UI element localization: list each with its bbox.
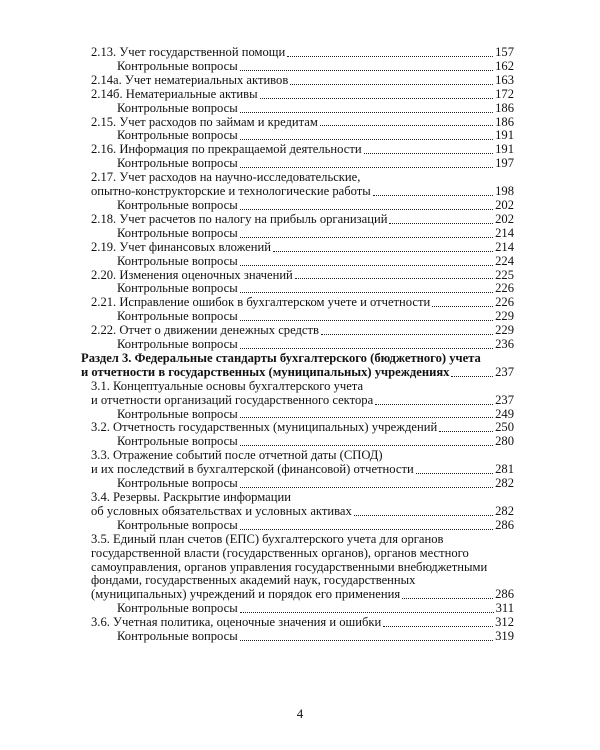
toc-page-number: 319 bbox=[495, 629, 514, 644]
toc-entry-text: Контрольные вопросы bbox=[117, 476, 238, 491]
toc-page-number: 282 bbox=[495, 503, 514, 518]
toc-entry bbox=[81, 213, 514, 227]
toc-entry-text: 3.4. Резервы. Раскрытие информации bbox=[91, 490, 291, 504]
toc-entry-text: Контрольные вопросы bbox=[117, 601, 238, 616]
toc-page-number: 226 bbox=[495, 295, 514, 310]
dot-leader bbox=[354, 515, 493, 516]
toc-page-number: 157 bbox=[495, 45, 514, 59]
toc-entry-text: и их последствий в бухгалтерской (финансовой) отчетности bbox=[91, 462, 414, 477]
toc-page-number: 214 bbox=[495, 225, 514, 240]
dot-leader bbox=[240, 529, 493, 530]
toc-page-number: 214 bbox=[495, 239, 514, 254]
dot-leader bbox=[364, 153, 494, 154]
toc-entry-text: 2.14а. Учет нематериальных активов bbox=[91, 72, 289, 87]
dot-leader bbox=[240, 445, 493, 446]
toc-subentry bbox=[81, 282, 514, 296]
toc-entry bbox=[81, 46, 514, 60]
toc-subentry bbox=[81, 519, 514, 533]
toc-entry bbox=[81, 421, 514, 435]
toc-subentry bbox=[81, 102, 514, 116]
dot-leader bbox=[240, 640, 493, 641]
dot-leader bbox=[240, 237, 493, 238]
toc-entry-text: Контрольные вопросы bbox=[117, 100, 238, 115]
toc-subentry bbox=[81, 338, 514, 352]
toc-subentry bbox=[81, 408, 514, 422]
toc-page-number: 229 bbox=[495, 323, 514, 338]
dot-leader bbox=[432, 306, 493, 307]
toc-entry-text: Контрольные вопросы bbox=[117, 281, 238, 296]
toc-section-entry bbox=[81, 352, 514, 380]
toc-page-number: 229 bbox=[495, 309, 514, 324]
toc-entry-text: и отчетности организаций государственного сектора bbox=[91, 392, 374, 407]
toc-page-number: 163 bbox=[495, 72, 514, 87]
toc-entry-text: Контрольные вопросы bbox=[117, 406, 238, 421]
dot-leader bbox=[240, 417, 493, 418]
toc-entry-text: 2.13. Учет государственной помощи bbox=[91, 45, 286, 59]
toc-entry-text: самоуправления, органов управления государственными внебюджетными bbox=[91, 559, 488, 574]
toc-entry bbox=[81, 296, 514, 310]
toc-page-number: 311 bbox=[495, 601, 514, 616]
toc-entry-text: Контрольные вопросы bbox=[117, 128, 238, 143]
toc-page-number: 191 bbox=[495, 142, 514, 157]
toc-entry bbox=[81, 616, 514, 630]
toc-entry-text: Контрольные вопросы bbox=[117, 197, 238, 212]
dot-leader bbox=[240, 139, 493, 140]
toc-page-number: 198 bbox=[495, 184, 514, 199]
toc-entry-text: Контрольные вопросы bbox=[117, 309, 238, 324]
dot-leader bbox=[240, 209, 493, 210]
toc-entry-text: опытно-конструкторские и технологические работы bbox=[91, 184, 371, 199]
dot-leader bbox=[373, 195, 493, 196]
toc-page-number: 202 bbox=[495, 211, 514, 226]
toc-entry-text: 2.16. Информация по прекращаемой деятельности bbox=[91, 142, 362, 157]
dot-leader bbox=[375, 404, 493, 405]
toc-subentry bbox=[81, 157, 514, 171]
toc-subentry bbox=[81, 129, 514, 143]
toc-page-number: 312 bbox=[495, 615, 514, 630]
dot-leader bbox=[389, 223, 493, 224]
toc-page-number: 286 bbox=[495, 587, 514, 602]
dot-leader bbox=[320, 125, 493, 126]
toc-entry bbox=[81, 116, 514, 130]
toc-page-number: 280 bbox=[495, 434, 514, 449]
toc-entry-text: 2.18. Учет расчетов по налогу на прибыль организаций bbox=[91, 211, 388, 226]
toc-entry-text: 3.5. Единый план счетов (ЕПС) бухгалтерского учета для органов bbox=[91, 531, 444, 546]
toc-page-number: 250 bbox=[495, 420, 514, 435]
toc-entry-text: и отчетности в государственных (муниципальных) учреждениях bbox=[81, 364, 450, 379]
toc-page-number: 224 bbox=[495, 253, 514, 268]
toc-entry-text: 3.6. Учетная политика, оценочные значения и ошибки bbox=[91, 615, 382, 630]
dot-leader bbox=[240, 112, 493, 113]
toc-entry-text: Контрольные вопросы bbox=[117, 156, 238, 171]
toc-page-number: 282 bbox=[495, 476, 514, 491]
toc-page-number: 236 bbox=[495, 337, 514, 352]
toc-page-number: 186 bbox=[495, 114, 514, 129]
toc-entry-text: (муниципальных) учреждений и порядок его применения bbox=[91, 587, 401, 602]
table-of-contents bbox=[81, 46, 514, 644]
toc-entry-text: Контрольные вопросы bbox=[117, 517, 238, 532]
toc-subentry bbox=[81, 435, 514, 449]
dot-leader bbox=[402, 598, 493, 599]
dot-leader bbox=[273, 251, 493, 252]
toc-entry bbox=[81, 449, 514, 477]
dot-leader bbox=[321, 334, 493, 335]
toc-subentry bbox=[81, 60, 514, 74]
toc-page-number: 281 bbox=[495, 462, 514, 477]
dot-leader bbox=[240, 612, 494, 613]
toc-entry-text: 2.20. Изменения оценочных значений bbox=[91, 267, 293, 282]
toc-page-number: 249 bbox=[495, 406, 514, 421]
toc-entry-text: Контрольные вопросы bbox=[117, 253, 238, 268]
toc-entry-text: 3.3. Отражение событий после отчетной даты (СПОД) bbox=[91, 448, 383, 463]
toc-entry-text: 2.17. Учет расходов на научно-исследовательские, bbox=[91, 170, 361, 185]
toc-entry-text: 3.2. Отчетность государственных (муниципальных) учреждений bbox=[91, 420, 438, 435]
toc-subentry bbox=[81, 255, 514, 269]
toc-entry bbox=[81, 533, 514, 603]
toc-page-number: 286 bbox=[495, 517, 514, 532]
dot-leader bbox=[260, 98, 494, 99]
dot-leader bbox=[416, 473, 493, 474]
toc-subentry bbox=[81, 477, 514, 491]
toc-entry bbox=[81, 74, 514, 88]
toc-entry-text: государственной власти (государственных органов), органов местного bbox=[91, 545, 469, 560]
dot-leader bbox=[439, 431, 493, 432]
toc-entry-text: 2.19. Учет финансовых вложений bbox=[91, 239, 271, 254]
dot-leader bbox=[240, 265, 493, 266]
dot-leader bbox=[240, 487, 493, 488]
dot-leader bbox=[287, 56, 493, 57]
toc-entry bbox=[81, 88, 514, 102]
toc-entry-text: Контрольные вопросы bbox=[117, 58, 238, 73]
toc-subentry bbox=[81, 227, 514, 241]
toc-entry bbox=[81, 171, 514, 199]
toc-page-number: 225 bbox=[495, 267, 514, 282]
toc-subentry bbox=[81, 310, 514, 324]
toc-entry-text: Раздел 3. Федеральные стандарты бухгалтерского (бюджетного) учета bbox=[81, 350, 481, 365]
toc-entry-text: 2.22. Отчет о движении денежных средств bbox=[91, 323, 319, 338]
dot-leader bbox=[383, 626, 493, 627]
dot-leader bbox=[240, 320, 493, 321]
toc-entry-text: 2.15. Учет расходов по займам и кредитам bbox=[91, 114, 318, 129]
toc-page-number: 197 bbox=[495, 156, 514, 171]
toc-subentry bbox=[81, 630, 514, 644]
toc-entry-text: фондами, государственных академий наук, государственных bbox=[91, 573, 416, 588]
toc-page-number: 237 bbox=[495, 392, 514, 407]
toc-page-number: 237 bbox=[495, 364, 514, 379]
toc-entry-text: 3.1. Концептуальные основы бухгалтерского учета bbox=[91, 378, 364, 393]
dot-leader bbox=[240, 70, 493, 71]
toc-subentry bbox=[81, 199, 514, 213]
toc-entry bbox=[81, 269, 514, 283]
toc-page-number: 191 bbox=[495, 128, 514, 143]
toc-page-number: 162 bbox=[495, 58, 514, 73]
dot-leader bbox=[240, 348, 493, 349]
toc-entry-text: Контрольные вопросы bbox=[117, 337, 238, 352]
toc-entry bbox=[81, 241, 514, 255]
toc-page-number: 226 bbox=[495, 281, 514, 296]
toc-entry-text: об условных обязательствах и условных активах bbox=[91, 503, 352, 518]
dot-leader bbox=[295, 278, 493, 279]
toc-entry bbox=[81, 143, 514, 157]
toc-entry-text: 2.21. Исправление ошибок в бухгалтерском учете и отчетности bbox=[91, 295, 431, 310]
toc-page-number: 202 bbox=[495, 197, 514, 212]
toc-entry-text: 2.14б. Нематериальные активы bbox=[91, 86, 258, 101]
toc-entry-text: Контрольные вопросы bbox=[117, 225, 238, 240]
toc-entry bbox=[81, 324, 514, 338]
page-number: 4 bbox=[296, 706, 304, 721]
toc-page-number: 186 bbox=[495, 100, 514, 115]
dot-leader bbox=[240, 292, 493, 293]
toc-entry bbox=[81, 380, 514, 408]
dot-leader bbox=[290, 84, 493, 85]
toc-subentry bbox=[81, 602, 514, 616]
dot-leader bbox=[240, 167, 493, 168]
toc-entry bbox=[81, 491, 514, 519]
toc-entry-text: Контрольные вопросы bbox=[117, 434, 238, 449]
toc-entry-text: Контрольные вопросы bbox=[117, 629, 238, 644]
toc-page-number: 172 bbox=[495, 86, 514, 101]
dot-leader bbox=[451, 376, 493, 377]
